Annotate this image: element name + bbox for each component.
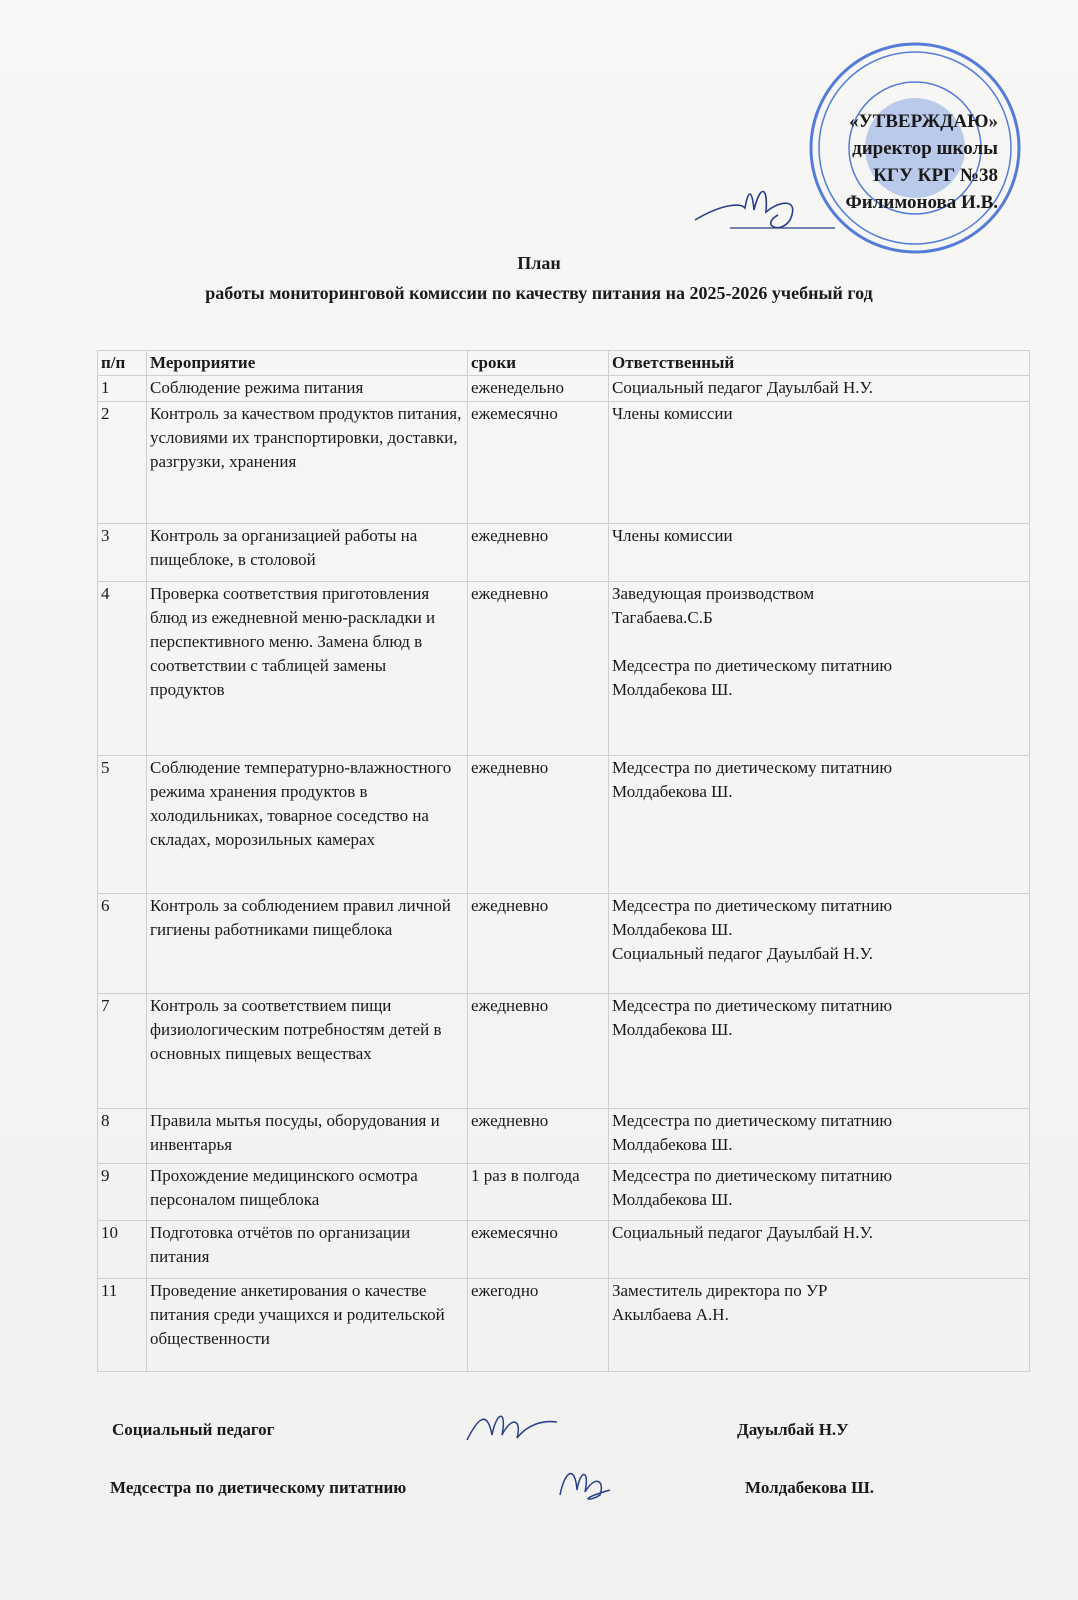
- header-term: сроки: [468, 351, 609, 376]
- table-row: [98, 1164, 1030, 1221]
- header-responsible: Ответственный: [609, 351, 1030, 376]
- row-responsible: [609, 376, 1030, 402]
- responsible-line: Молдабекова Ш.: [612, 1190, 733, 1209]
- responsible-line: Социальный педагог Дауылбай Н.У.: [612, 1223, 873, 1242]
- row-number: 4: [98, 582, 147, 756]
- row-responsible: [609, 582, 1030, 756]
- responsible-line: Члены комиссии: [612, 404, 733, 423]
- row-responsible: [609, 994, 1030, 1109]
- row-event: Прохождение медицинского осмотра персоналом пищеблока: [147, 1164, 468, 1221]
- row-number: 6: [98, 894, 147, 994]
- responsible-line: Молдабекова Ш.: [612, 920, 733, 939]
- table-row: [98, 1109, 1030, 1164]
- table-row: [98, 402, 1030, 524]
- table-row: [98, 1221, 1030, 1279]
- signer2-role: Медсестра по диетическому питатнию: [110, 1478, 407, 1497]
- plan-table: [97, 350, 1030, 1372]
- row-term: ежедневно: [468, 1109, 609, 1164]
- row-responsible: [609, 894, 1030, 994]
- row-event: Контроль за соответствием пищи физиологическим потребностям детей в основных пищевых веществах: [147, 994, 468, 1109]
- responsible-line: Медсестра по диетическому питатнию: [612, 656, 893, 675]
- row-term: ежегодно: [468, 1279, 609, 1372]
- signer1-name: Дауылбай Н.У: [737, 1420, 849, 1439]
- row-term: 1 раз в полгода: [468, 1164, 609, 1221]
- table-row: [98, 524, 1030, 582]
- row-responsible: [609, 1279, 1030, 1372]
- row-number: 7: [98, 994, 147, 1109]
- row-term: ежемесячно: [468, 402, 609, 524]
- document-title: План: [517, 253, 561, 273]
- table-header-row: [98, 351, 1030, 376]
- row-responsible: [609, 524, 1030, 582]
- document-subtitle: работы мониторинговой комиссии по качеству питания на 2025-2026 учебный год: [205, 283, 873, 303]
- row-event: Проведение анкетирования о качестве питания среди учащихся и родительской общественности: [147, 1279, 468, 1372]
- responsible-line: Заведующая производством: [612, 584, 815, 603]
- row-responsible: [609, 1221, 1030, 1279]
- responsible-line: Молдабекова Ш.: [612, 680, 733, 699]
- row-event: Соблюдение температурно-влажностного режима хранения продуктов в холодильниках, товарное соседство на складах, морозильных камерах: [147, 756, 468, 894]
- responsible-line: Медсестра по диетическому питатнию: [612, 1111, 893, 1130]
- row-number: 8: [98, 1109, 147, 1164]
- responsible-line: Медсестра по диетическому питатнию: [612, 996, 893, 1015]
- approval-organization: КГУ КРГ №38: [873, 165, 998, 186]
- row-term: ежедневно: [468, 894, 609, 994]
- responsible-line: Члены комиссии: [612, 526, 733, 545]
- row-responsible: [609, 402, 1030, 524]
- signer2-name: Молдабекова Ш.: [745, 1478, 875, 1497]
- signer1-role: Социальный педагог: [112, 1420, 275, 1439]
- approval-block: [845, 108, 998, 216]
- row-number: 2: [98, 402, 147, 524]
- row-event: Соблюдение режима питания: [147, 376, 468, 402]
- table-row: [98, 756, 1030, 894]
- responsible-line: Акылбаева А.Н.: [612, 1305, 729, 1324]
- row-event: Контроль за организацией работы на пищеблоке, в столовой: [147, 524, 468, 582]
- table-row: [98, 1279, 1030, 1372]
- table-row: [98, 994, 1030, 1109]
- responsible-line: Медсестра по диетическому питатнию: [612, 758, 893, 777]
- row-number: 3: [98, 524, 147, 582]
- responsible-line: Молдабекова Ш.: [612, 1135, 733, 1154]
- responsible-line: Социальный педагог Дауылбай Н.У.: [612, 944, 873, 963]
- table-row: [98, 582, 1030, 756]
- responsible-line: Заместитель директора по УР: [612, 1281, 828, 1300]
- row-term: ежедневно: [468, 524, 609, 582]
- row-number: 1: [98, 376, 147, 402]
- row-term: еженедельно: [468, 376, 609, 402]
- row-term: ежедневно: [468, 582, 609, 756]
- responsible-line: Тагабаева.С.Б: [612, 608, 713, 627]
- row-event: Контроль за качеством продуктов питания, условиями их транспортировки, доставки, разгрузки, хранения: [147, 402, 468, 524]
- responsible-line: Медсестра по диетическому питатнию: [612, 1166, 893, 1185]
- approval-heading: «УТВЕРЖДАЮ»: [849, 111, 998, 132]
- signer1-signature: [462, 1400, 562, 1450]
- responsible-line: Молдабекова Ш.: [612, 1020, 733, 1039]
- row-term: ежедневно: [468, 756, 609, 894]
- director-signature: [690, 180, 840, 240]
- approval-name: Филимонова И.В.: [845, 192, 998, 213]
- row-term: ежедневно: [468, 994, 609, 1109]
- row-number: 9: [98, 1164, 147, 1221]
- responsible-line: Молдабекова Ш.: [612, 782, 733, 801]
- row-event: Правила мытья посуды, оборудования и инвентарья: [147, 1109, 468, 1164]
- row-number: 5: [98, 756, 147, 894]
- row-event: Проверка соответствия приготовления блюд из ежедневной меню-раскладки и перспективного меню. Замена блюд в соответствии с таблицей замены продуктов: [147, 582, 468, 756]
- row-term: ежемесячно: [468, 1221, 609, 1279]
- approval-position: директор школы: [852, 138, 998, 159]
- responsible-line: Социальный педагог Дауылбай Н.У.: [612, 378, 873, 397]
- row-number: 10: [98, 1221, 147, 1279]
- row-event: Контроль за соблюдением правил личной гигиены работниками пищеблока: [147, 894, 468, 994]
- responsible-line: [612, 630, 1026, 654]
- row-responsible: [609, 756, 1030, 894]
- row-responsible: [609, 1109, 1030, 1164]
- header-event: Мероприятие: [147, 351, 468, 376]
- signer2-signature: [555, 1460, 615, 1505]
- table-row: [98, 376, 1030, 402]
- row-responsible: [609, 1164, 1030, 1221]
- row-event: Подготовка отчётов по организации питания: [147, 1221, 468, 1279]
- header-number: п/п: [98, 351, 147, 376]
- row-number: 11: [98, 1279, 147, 1372]
- responsible-line: Медсестра по диетическому питатнию: [612, 896, 893, 915]
- table-row: [98, 894, 1030, 994]
